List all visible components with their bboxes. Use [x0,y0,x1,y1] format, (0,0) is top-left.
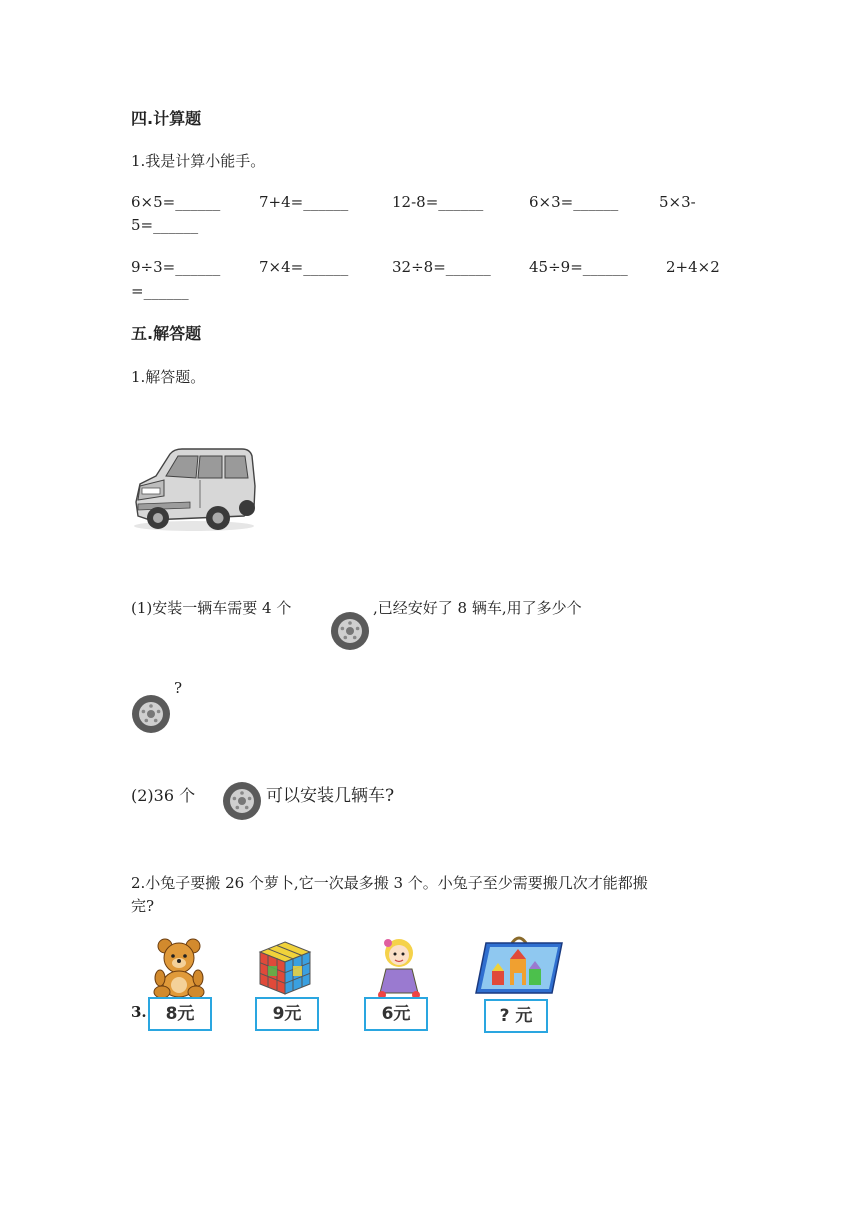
price-tag-rubiks-cube: 9元 [255,997,319,1031]
wheel-icon [330,611,370,651]
equation-6x3: 6×3=______ [529,193,619,211]
equation-7x4: 7×4=______ [259,258,349,276]
equation-5x3m5: 5×3- [659,193,696,211]
question-2-line-2: 完? [131,897,155,915]
doll-image [372,935,426,999]
equation-2p4x2: 2+4×2 [666,258,720,276]
equation-6x5: 6×5=______ [131,193,221,211]
section-5-title: 五.解答题 [131,324,202,343]
sub-question-1-question-mark: ? [174,679,183,697]
equation-12m8: 12-8=______ [392,193,484,211]
sub-question-1-part-b: ,已经安好了 8 辆车,用了多少个 [373,599,582,617]
wheel-icon [131,694,171,734]
wheel-icon [222,781,262,821]
teddy-bear-image [150,936,208,1000]
block-puzzle-image [474,931,564,997]
question-1-prompt-5: 1.解答题。 [131,368,206,386]
question-2-line-1: 2.小兔子要搬 26 个萝卜,它一次最多搬 3 个。小兔子至少需要搬几次才能都搬 [131,874,648,892]
equation-5x3m5-wrap: 5=______ [131,216,199,234]
equation-32d8: 32÷8=______ [392,258,491,276]
equation-9d3: 9÷3=______ [131,258,221,276]
equation-7p4: 7+4=______ [259,193,349,211]
question-1-prompt: 1.我是计算小能手。 [131,152,266,170]
price-tag-block-puzzle: ? 元 [484,999,548,1033]
sub-question-1-part-a: (1)安装一辆车需要 4 个 [131,599,292,617]
price-tag-teddy-bear: 8元 [148,997,212,1031]
price-tag-doll: 6元 [364,997,428,1031]
sub-question-2-part-b: 可以安装几辆车? [266,786,395,806]
question-3-number: 3. [131,1003,147,1021]
rubiks-cube-image [258,940,312,996]
section-4-title: 四.计算题 [131,109,202,128]
equation-2p4x2-wrap: =______ [131,282,189,300]
sub-question-2-part-a: (2)36 个 [131,786,196,805]
equation-45d9: 45÷9=______ [529,258,628,276]
car-illustration [130,446,258,536]
